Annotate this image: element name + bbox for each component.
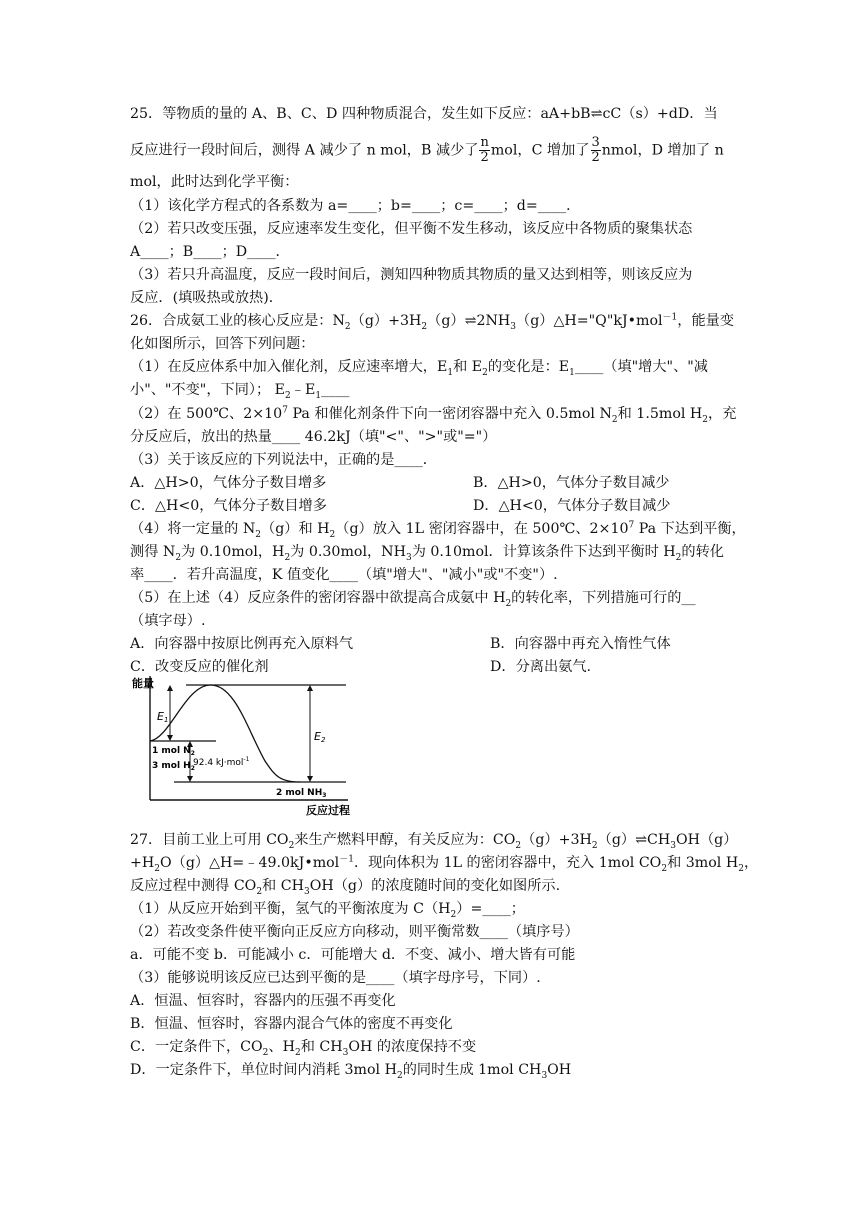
reactant-n2-label: 1 mol $N_2$: [152, 746, 195, 757]
e1-arrow-head-bottom: [167, 735, 173, 741]
q27-line-8: A．恒温、恒容时，容器内的压强不再变化: [130, 993, 396, 1009]
q26-option-a: A．△H>0，气体分子数目增多: [130, 475, 327, 491]
q26-measure-a: A．向容器中按原比例再充入原料气: [130, 636, 354, 652]
e1-arrow-head-top: [167, 685, 173, 691]
q26-line-10: （4）将一定量的 $N_2(g)$和 $H_2(g)$放入 1L 密闭容器中，在 500℃、$2\times 10^7$ Pa 下达到平衡，: [130, 520, 746, 540]
fraction-n-over-2: $\frac{n}{2}$: [480, 135, 489, 165]
q26-line-14: （填字母）.: [130, 613, 206, 629]
q25-line-6: A____；B____；D____．: [130, 244, 290, 260]
fraction-3-over-2: $\frac{3}{2}$: [591, 135, 600, 165]
q27-line-5: （2）若改变条件使平衡向正反应方向移动，则平衡常数____（填序号）: [130, 924, 579, 940]
x-axis-label: 反应过程: [306, 804, 350, 816]
e2-arrow-head-bottom: [307, 776, 313, 782]
q27-line-11: D．一定条件下，单位时间内消耗 3mol $H_2$的同时生成 1mol $CH_3OH$: [130, 1062, 572, 1081]
q26-option-b: B．△H>0，气体分子数目减少: [473, 475, 670, 491]
q26-measure-d: D．分离出氨气.: [490, 659, 592, 675]
energy-diagram: [130, 676, 350, 816]
product-nh3-label: 2 mol $NH_3$: [276, 788, 327, 799]
delta-h-label: 92.4 kJ·mol$^{-1}$: [193, 756, 250, 768]
q27-line-6: a．可能不变 b．可能减小 c．可能增大 d．不变、减小、增大皆有可能: [130, 947, 576, 963]
q26-option-c: C．△H<0，气体分子数目增多: [130, 498, 327, 514]
q26-line-12: 率____．若升高温度，K 值变化____（填"增大"、"减小"或"不变"）.: [130, 567, 558, 583]
q26-line-1: 26．合成氨工业的核心反应是：$N_2(g)+3H_2(g)\rightleftharpoons 2NH_3(g)\triangle H="Q"kJ•mol^{-1}$，能量变: [130, 312, 735, 332]
q27-line-7: （3）能够说明该反应已达到平衡的是____（填字母序号，下同）.: [130, 970, 541, 986]
e1-label: E1: [157, 710, 169, 724]
q26-line-4: 小"、"不变"，下同）； $E_2﹣E_1\_\_\_\_$: [130, 382, 350, 401]
q27-line-10: C．一定条件下，$CO_2$、$H_2$和 $CH_3OH$ 的浓度保持不变: [130, 1039, 477, 1058]
q26-line-11: 测得 $N_2$为 0.10mol，$H_2$为 0.30mol，$NH_3$为 0.10mol．计算该条件下达到平衡时 $H_2$的转化: [130, 544, 724, 563]
q26-line-13: （5）在上述（4）反应条件的密闭容器中欲提高合成氨中 $H_2$的转化率，下列措施可行的__: [130, 590, 696, 609]
q27-line-1: 27．目前工业上可用 $CO_2$来生产燃料甲醇，有关反应为：$CO_2(g)+3H_2(g)\rightleftharpoons CH_3OH(g)$: [130, 832, 738, 851]
reactant-h2-label: 3 mol $H_2$: [152, 761, 195, 772]
q26-measure-c: C．改变反应的催化剂: [130, 659, 269, 675]
e2-label: E2: [314, 730, 326, 744]
q26-measure-b: B．向容器中再充入惰性气体: [490, 636, 671, 652]
q25-line-1: 25．等物质的量的 A、B、C、D 四种物质混合，发生如下反应：aA+bB⇌cC（s）+dD．当: [130, 106, 718, 122]
q26-line-2: 化如图所示，回答下列问题：: [130, 336, 315, 352]
q27-line-2: $+H_2O(g)\triangle H=﹣49.0kJ•mol^{-1}$．现向体积为 1L 的密闭容器中，充入 1mol $CO_2$和 3mol $H_2$，: [130, 854, 759, 874]
q26-line-3: （1）在反应体系中加入催化剂，反应速率增大，$E_1$和 $E_2$的变化是：$E_1\_\_\_\_$（填"增大"、"减: [130, 359, 708, 378]
q26-line-7: （3）关于该反应的下列说法中，正确的是____．: [130, 452, 437, 468]
delta-h-arrow-head-bottom: [187, 776, 193, 782]
q27-line-3: 反应过程中测得 $CO_2$和 $CH_3OH(g)$的浓度随时间的变化如图所示.: [130, 878, 561, 897]
q27-line-9: B．恒温、恒容时，容器内混合气体的密度不再变化: [130, 1016, 453, 1032]
q27-line-4: （1）从反应开始到平衡，氢气的平衡浓度为 $C(H_2)=\_\_\_\_$；: [130, 901, 525, 920]
q26-line-6: 分反应后，放出的热量____ 46.2kJ（填"<"、">"或"="）: [130, 429, 497, 445]
q26-line-5: （2）在 500℃、$2\times 10^7$ Pa 和催化剂条件下向一密闭容器中充入 0.5mol $N_2$和 1.5mol $H_2$，充: [130, 405, 737, 425]
q25-line-2: 反应进行一段时间后，测得 A 减少了 n mol，B 减少了 $\frac{n}{2}$ mol，C 增加了 $\frac{3}{2}$ nmol，D 增加了 n: [130, 135, 724, 165]
q25-line-3: mol，此时达到化学平衡：: [130, 174, 299, 190]
q25-line-8: 反应．(填吸热或放热)．: [130, 290, 283, 306]
q25-line-5: （2）若只改变压强，反应速率发生变化，但平衡不发生移动，该反应中各物质的聚集状态: [130, 221, 693, 237]
y-axis-label-1: 能量: [132, 677, 154, 690]
q25-line-4: （1）该化学方程式的各系数为 a=____；b=____；c=____；d=____．: [130, 198, 581, 214]
q26-option-d: D．△H<0，气体分子数目减少: [473, 498, 671, 514]
q25-line-7: （3）若只升高温度，反应一段时间后，测知四种物质其物质的量又达到相等，则该反应为: [130, 267, 693, 283]
e2-arrow-head-top: [307, 685, 313, 691]
